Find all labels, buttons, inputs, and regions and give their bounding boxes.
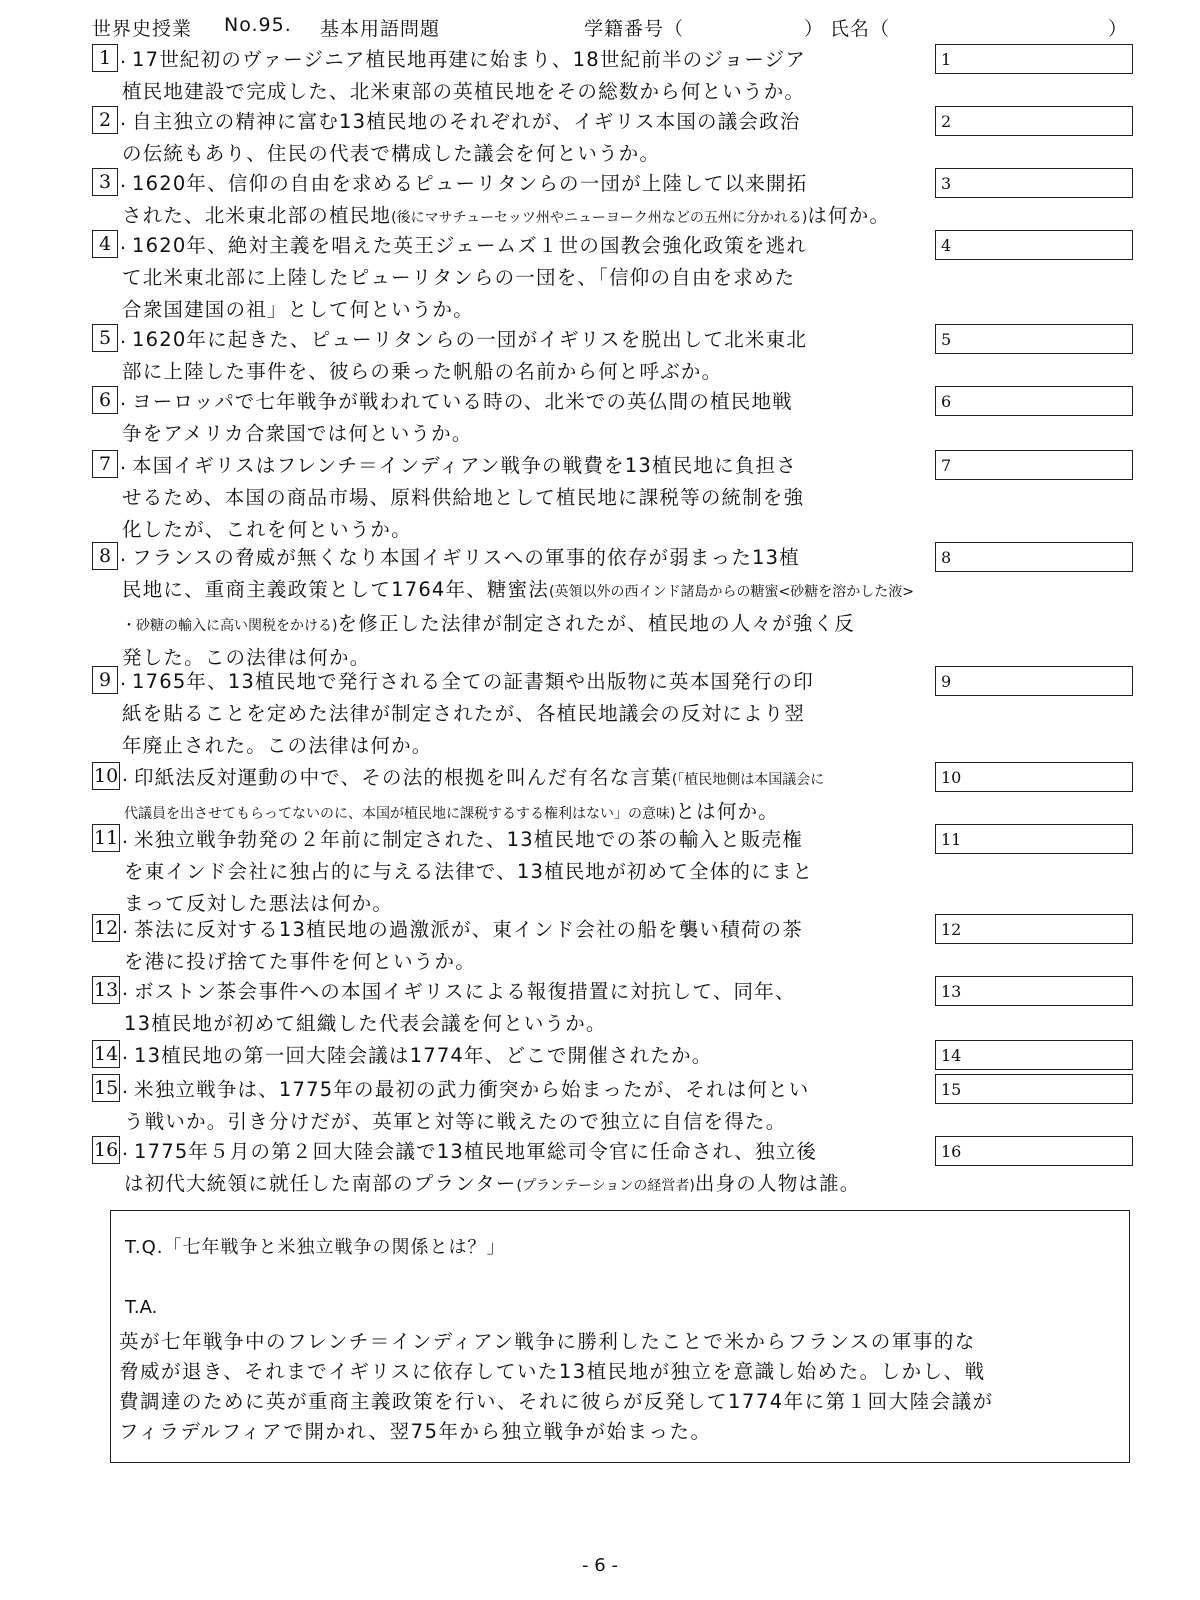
question-line: 年廃止された。この法律は何か。 xyxy=(122,734,433,757)
question-line: 自主独立の精神に富む13植民地のそれぞれが、イギリス本国の議会政治 xyxy=(132,110,801,133)
question-line: は初代大統領に就任した南部のプランター xyxy=(124,1172,517,1195)
number-period: . xyxy=(122,764,129,786)
worksheet-number: No.95. xyxy=(224,14,292,36)
question-number: 3 xyxy=(92,168,118,196)
question-number: 1 xyxy=(92,44,118,72)
question-line-wrap xyxy=(134,1136,931,1168)
question-line: 植民地建設で完成した、北米東部の英植民地をその総数から何というか。 xyxy=(122,80,806,103)
question-line: 部に上陸した事件を、彼らの乗った帆船の名前から何と呼ぶか。 xyxy=(122,360,723,383)
question-line-wrap xyxy=(132,168,931,200)
question-text xyxy=(122,106,931,170)
question-line: 発した。この法律は何か。 xyxy=(122,646,371,669)
question-text xyxy=(122,230,931,326)
name-field[interactable]: 氏名（ xyxy=(830,18,891,40)
question-text xyxy=(124,762,931,830)
question-line: 1765年、13植民地で発行される全ての証書類や出版物に英本国発行の印 xyxy=(132,670,814,693)
question-number: 8 xyxy=(92,542,118,570)
number-period: . xyxy=(122,916,129,938)
answer-box-6[interactable]: 6 xyxy=(935,386,1133,416)
number-period: . xyxy=(120,544,127,566)
question-number: 4 xyxy=(92,230,118,258)
number-period: . xyxy=(122,1076,129,1098)
student-id-field[interactable]: 学籍番号（ ） xyxy=(584,18,825,40)
question-line-wrap xyxy=(132,386,931,418)
question-line-wrap xyxy=(132,324,931,356)
answer-box-7[interactable]: 7 xyxy=(935,450,1133,480)
question-text xyxy=(124,1074,931,1138)
question-line-wrap xyxy=(132,106,931,138)
question-line: 紙を貼ることを定めた法律が制定されたが、各植民地議会の反対により翌 xyxy=(122,702,806,725)
question-text xyxy=(134,1040,931,1072)
page-number: - 6 - xyxy=(582,1555,618,1576)
number-period: . xyxy=(122,1042,129,1064)
question-text xyxy=(124,1136,931,1202)
question-line: 化したが、これを何というか。 xyxy=(122,518,412,541)
answer-box-9[interactable]: 9 xyxy=(935,666,1133,696)
question-text xyxy=(124,824,931,920)
question-line: 茶法に反対する13植民地の過激派が、東インド会社の船を襲い積荷の茶 xyxy=(134,918,803,941)
question-number: 13 xyxy=(92,976,120,1004)
question-line: ヨーロッパで七年戦争が戦われている時の、北米での英仏間の植民地戦 xyxy=(132,390,793,413)
answer-box-15[interactable]: 15 xyxy=(935,1074,1133,1104)
number-period: . xyxy=(122,978,129,1000)
question-line-wrap xyxy=(132,450,931,482)
number-period: . xyxy=(120,46,127,68)
question-text xyxy=(124,914,931,978)
name-field-close: ） xyxy=(1108,18,1129,40)
question-line: 本国イギリスはフレンチ＝インディアン戦争の戦費を13植民地に負担さ xyxy=(132,454,797,477)
question-number: 14 xyxy=(92,1040,120,1068)
ta-line: 脅威が退き、それまでイギリスに依存していた13植民地が独立を意識し始めた。しかし、戦 xyxy=(119,1360,986,1383)
question-number: 15 xyxy=(92,1074,120,1102)
answer-box-8[interactable]: 8 xyxy=(935,542,1133,572)
worksheet-header xyxy=(92,14,1172,40)
question-line: て北米東北部に上陸したピューリタンらの一団を、「信仰の自由を求めた xyxy=(122,266,796,289)
question-number: 10 xyxy=(92,762,120,790)
question-line: せるため、本国の商品市場、原料供給地として植民地に課税等の統制を強 xyxy=(122,486,805,509)
question-line: 1620年に起きた、ピューリタンらの一団がイギリスを脱出して北米東北 xyxy=(132,328,808,351)
question-line: フランスの脅威が無くなり本国イギリスへの軍事的依存が弱まった13植 xyxy=(132,546,800,569)
question-line-wrap xyxy=(134,824,931,856)
question-text xyxy=(122,542,931,674)
question-text xyxy=(122,168,931,234)
question-number: 11 xyxy=(92,824,120,852)
ta-line: 費調達のために英が重商主義政策を行い、それに彼らが反発して1774年に第１回大陸会議が xyxy=(119,1390,994,1413)
question-line: ボストン茶会事件への本国イギリスによる報復措置に対抗して、同年、 xyxy=(134,980,796,1003)
question-text xyxy=(122,666,931,762)
question-line-wrap xyxy=(132,44,931,76)
question-tail: とは何か。 xyxy=(675,800,779,823)
question-line-wrap xyxy=(134,914,931,946)
question-text xyxy=(122,450,931,546)
teaching-question: T.Q.「七年戦争と米独立戦争の関係とは？」 xyxy=(125,1237,506,1258)
subject-label: 世界史授業 xyxy=(92,18,193,40)
number-period: . xyxy=(120,388,127,410)
question-line-wrap xyxy=(122,200,921,234)
question-line: う戦いか。引き分けだが、英軍と対等に戦えたので独立に自信を得た。 xyxy=(124,1110,787,1133)
answer-box-16[interactable]: 16 xyxy=(935,1136,1133,1166)
answer-box-4[interactable]: 4 xyxy=(935,230,1133,260)
tq-ta-box xyxy=(110,1210,1130,1463)
question-line: 13植民地が初めて組織した代表会議を何というか。 xyxy=(124,1012,607,1035)
question-line: 争をアメリカ合衆国では何というか。 xyxy=(122,422,473,445)
annotation-note: ・砂糖の輸入に高い関税をかける) xyxy=(122,618,338,634)
question-line: を東インド会社に独占的に与える法律で、13植民地が初めて全体的にまと xyxy=(124,860,814,883)
teaching-answer-text xyxy=(119,1327,1119,1447)
question-tail: を修正した法律が制定されたが、植民地の人々が強く反 xyxy=(337,612,855,635)
question-line: まって反対した悪法は何か。 xyxy=(124,892,394,915)
worksheet-title: 基本用語問題 xyxy=(320,18,441,40)
ta-line: 英が七年戦争中のフレンチ＝インディアン戦争に勝利したことで米からフランスの軍事的な xyxy=(119,1330,976,1353)
question-line: 1620年、絶対主義を唱えた英王ジェームズ１世の国教会強化政策を逃れ xyxy=(132,234,808,257)
answer-box-11[interactable]: 11 xyxy=(935,824,1133,854)
answer-box-13[interactable]: 13 xyxy=(935,976,1133,1006)
annotation-note: (「植民地側は本国議会に xyxy=(671,772,825,788)
question-line: 1620年、信仰の自由を求めるピューリタンらの一団が上陸して以来開拓 xyxy=(132,172,808,195)
number-period: . xyxy=(122,826,129,848)
number-period: . xyxy=(120,232,127,254)
annotation-note: (プランテーションの経営者) xyxy=(516,1178,695,1194)
question-line-wrap xyxy=(124,1168,921,1202)
annotation-note: (後にマサチューセッツ州やニューヨーク州などの五州に分かれる) xyxy=(391,210,808,226)
question-line: 17世紀初のヴァージニア植民地再建に始まり、18世紀前半のジョージア xyxy=(132,48,807,71)
question-line: 米独立戦争は、1775年の最初の武力衝突から始まったが、それは何とい xyxy=(134,1078,810,1101)
question-line-wrap xyxy=(132,230,931,262)
annotation-note: 代議員を出させてもらってないのに、本国が植民地に課税するする権利はない」の意味) xyxy=(124,806,676,822)
question-line-wrap xyxy=(134,1040,931,1072)
answer-box-2[interactable]: 2 xyxy=(935,106,1133,136)
question-number: 7 xyxy=(92,450,118,478)
question-number: 2 xyxy=(92,106,118,134)
question-text xyxy=(122,44,931,108)
question-line: 米独立戦争勃発の２年前に制定された、13植民地での茶の輸入と販売権 xyxy=(134,828,803,851)
question-number: 9 xyxy=(92,666,118,694)
question-tail: は何か。 xyxy=(807,204,891,227)
question-line: を港に投げ捨てた事件を何というか。 xyxy=(124,950,476,973)
question-line: 印紙法反対運動の中で、その法的根拠を叫んだ有名な言葉 xyxy=(134,766,672,789)
question-text xyxy=(122,324,931,388)
number-period: . xyxy=(120,170,127,192)
question-line: 13植民地の第一回大陸会議は1774年、どこで開催されたか。 xyxy=(134,1044,713,1067)
answer-box-10[interactable]: 10 xyxy=(935,762,1133,792)
question-line-wrap xyxy=(134,762,931,796)
question-line: 合衆国建国の祖」として何というか。 xyxy=(122,298,474,321)
number-period: . xyxy=(120,108,127,130)
ta-line: フィラデルフィアで開かれ、翌75年から独立戦争が始まった。 xyxy=(119,1420,712,1443)
answer-box-5[interactable]: 5 xyxy=(935,324,1133,354)
question-line-wrap xyxy=(134,1074,931,1106)
answer-box-12[interactable]: 12 xyxy=(935,914,1133,944)
question-number: 12 xyxy=(92,914,120,942)
answer-box-1[interactable]: 1 xyxy=(935,44,1133,74)
teaching-answer-label: T.A. xyxy=(125,1297,158,1318)
question-text xyxy=(124,976,931,1040)
number-period: . xyxy=(120,452,127,474)
question-line: 1775年５月の第２回大陸会議で13植民地軍総司令官に任命され、独立後 xyxy=(134,1140,818,1163)
question-text xyxy=(122,386,931,450)
number-period: . xyxy=(122,1138,129,1160)
number-period: . xyxy=(120,668,127,690)
question-line: された、北米東北部の植民地 xyxy=(122,204,392,227)
question-line-wrap xyxy=(132,666,931,698)
number-period: . xyxy=(120,326,127,348)
question-tail: 出身の人物は誰。 xyxy=(694,1172,861,1195)
question-line-wrap xyxy=(134,976,931,1008)
annotation-note: (英領以外の西インド諸島からの糖蜜<砂糖を溶かした液> xyxy=(549,584,914,600)
question-line: 民地に、重商主義政策として1764年、糖蜜法 xyxy=(122,578,550,601)
question-number: 6 xyxy=(92,386,118,414)
answer-box-3[interactable]: 3 xyxy=(935,168,1133,198)
question-line-wrap xyxy=(132,542,931,574)
question-line-wrap xyxy=(122,608,921,642)
answer-box-14[interactable]: 14 xyxy=(935,1040,1133,1070)
question-number: 5 xyxy=(92,324,118,352)
question-number: 16 xyxy=(92,1136,120,1164)
question-line: の伝統もあり、住民の代表で構成した議会を何というか。 xyxy=(122,142,661,165)
question-line-wrap xyxy=(122,574,921,608)
